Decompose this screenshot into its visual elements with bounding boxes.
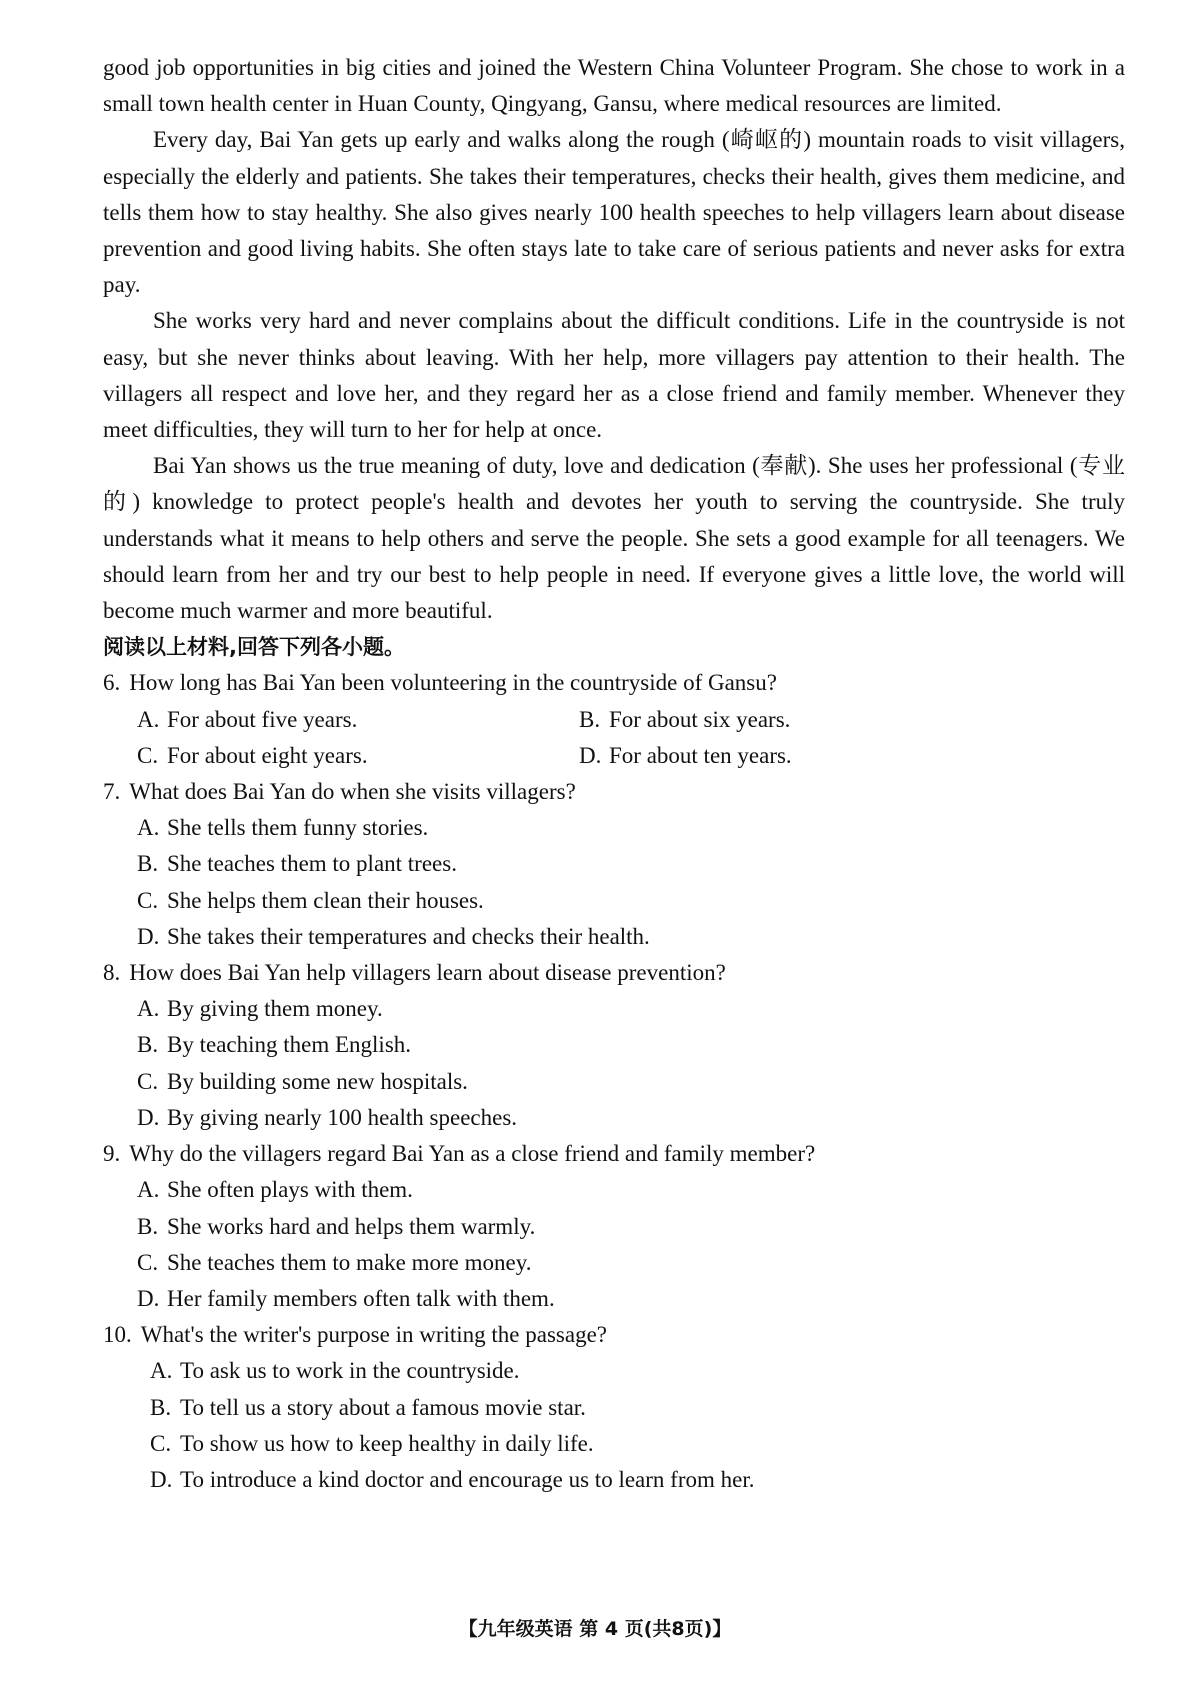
option-a [150,1353,1125,1389]
option-b [137,1027,1125,1063]
question-text: What does Bai Yan do when she visits villagers? [129,779,576,805]
option-c [150,1426,1125,1462]
question-text: Why do the villagers regard Bai Yan as a close friend and family member? [129,1141,816,1167]
question-text: How long has Bai Yan been volunteering in the countryside of Gansu? [129,670,777,696]
option-letter: C. [137,1249,159,1275]
option-letter: B. [137,851,159,877]
option-text: She teaches them to make more money. [167,1249,532,1275]
option-letter: D. [579,742,602,768]
question-8-stem [103,955,1125,991]
question-9 [103,1136,1125,1317]
option-letter: A. [150,1358,173,1384]
question-7-options [137,810,1125,955]
option-c [137,883,1125,919]
option-letter: B. [150,1394,172,1420]
option-text: To show us how to keep healthy in daily life. [180,1430,594,1456]
question-6-stem [103,665,1125,701]
question-10-options [150,1353,1125,1498]
option-letter: C. [137,742,159,768]
question-10-stem [103,1317,1125,1353]
option-text: She works hard and helps them warmly. [167,1213,536,1239]
option-text: She often plays with them. [167,1177,413,1203]
question-number: 8. [103,960,121,986]
option-text: For about eight years. [167,742,368,768]
option-text: By teaching them English. [167,1032,412,1058]
option-text: For about ten years. [609,742,792,768]
reading-instruction: 阅读以上材料,回答下列各小题。 [103,635,405,660]
question-number: 6. [103,670,121,696]
option-a [137,991,1125,1027]
option-b [137,1209,1125,1245]
question-text: What's the writer's purpose in writing the passage? [140,1322,607,1348]
option-letter: B. [579,706,601,732]
option-text: For about five years. [167,706,358,732]
option-text: Her family members often talk with them. [167,1285,555,1311]
page-content [103,50,1125,1498]
option-letter: A. [137,706,160,732]
option-letter: C. [137,1068,159,1094]
option-text: She tells them funny stories. [167,815,429,841]
option-letter: B. [137,1213,159,1239]
option-d [137,919,1125,955]
option-letter: D. [137,1104,160,1130]
option-letter: D. [150,1466,173,1492]
passage-paragraph-3: She works very hard and never complains about the difficult conditions. Life in the countryside is not easy, but she never thinks about leaving. With her help, more villagers pay attention to their health. The villagers all respect and love her, and they regard her as a close friend and family member. Whenever they meet difficulties, they will turn to her for help at once. [103,308,1125,443]
option-letter: D. [137,1285,160,1311]
option-c [137,1064,1125,1100]
option-a [137,702,579,738]
option-d [579,738,979,774]
question-number: 10. [103,1322,132,1348]
passage-paragraph-1: good job opportunities in big cities and joined the Western China Volunteer Program. She chose to work in a small town health center in Huan County, Qingyang, Gansu, where medical resources are limited. [103,55,1125,117]
option-c [137,1245,1125,1281]
option-d [137,1100,1125,1136]
option-b [579,702,979,738]
option-a [137,810,1125,846]
option-text: By giving nearly 100 health speeches. [167,1104,518,1130]
question-8 [103,955,1125,1136]
question-number: 9. [103,1141,121,1167]
question-6 [103,665,1125,774]
passage-paragraph-4: Bai Yan shows us the true meaning of duty, love and dedication (奉献). She uses her professional (专业的) knowledge to protect people's health and devotes her youth to serving the countryside. She truly understands what it means to help others and serve the people. She sets a good example for all teenagers. We should learn from her and try our best to help people in need. If everyone gives a little love, the world will become much warmer and more beautiful. [103,453,1125,624]
option-b [150,1390,1125,1426]
option-letter: C. [137,887,159,913]
question-9-options [137,1172,1125,1317]
option-letter: A. [137,815,160,841]
question-9-stem [103,1136,1125,1172]
option-letter: A. [137,996,160,1022]
option-letter: C. [150,1430,172,1456]
question-6-options [137,702,1125,774]
option-letter: A. [137,1177,160,1203]
option-letter: B. [137,1032,159,1058]
passage-paragraph-2: Every day, Bai Yan gets up early and walks along the rough (崎岖的) mountain roads to visit villagers, especially the elderly and patients. She takes their temperatures, checks their health, gives them medicine, and tells them how to stay healthy. She also gives nearly 100 health speeches to help villagers learn about disease prevention and good living habits. She often stays late to take care of serious patients and never asks for extra pay. [103,127,1125,298]
option-text: For about six years. [609,706,791,732]
option-text: By giving them money. [167,996,383,1022]
option-letter: D. [137,923,160,949]
option-text: To introduce a kind doctor and encourage us to learn from her. [180,1466,755,1492]
option-text: By building some new hospitals. [167,1068,468,1094]
page-footer: 【九年级英语 第 4 页(共8页)】 [458,1618,732,1640]
question-8-options [137,991,1125,1136]
question-text: How does Bai Yan help villagers learn about disease prevention? [129,960,726,986]
question-7-stem [103,774,1125,810]
option-d [150,1462,1125,1498]
option-a [137,1172,1125,1208]
option-text: She helps them clean their houses. [167,887,484,913]
option-d [137,1281,1125,1317]
option-text: She takes their temperatures and checks their health. [167,923,650,949]
question-7 [103,774,1125,955]
question-number: 7. [103,779,121,805]
option-c [137,738,579,774]
option-text: To ask us to work in the countryside. [180,1358,520,1384]
option-b [137,846,1125,882]
option-text: To tell us a story about a famous movie star. [180,1394,586,1420]
question-10 [103,1317,1125,1498]
option-text: She teaches them to plant trees. [167,851,457,877]
